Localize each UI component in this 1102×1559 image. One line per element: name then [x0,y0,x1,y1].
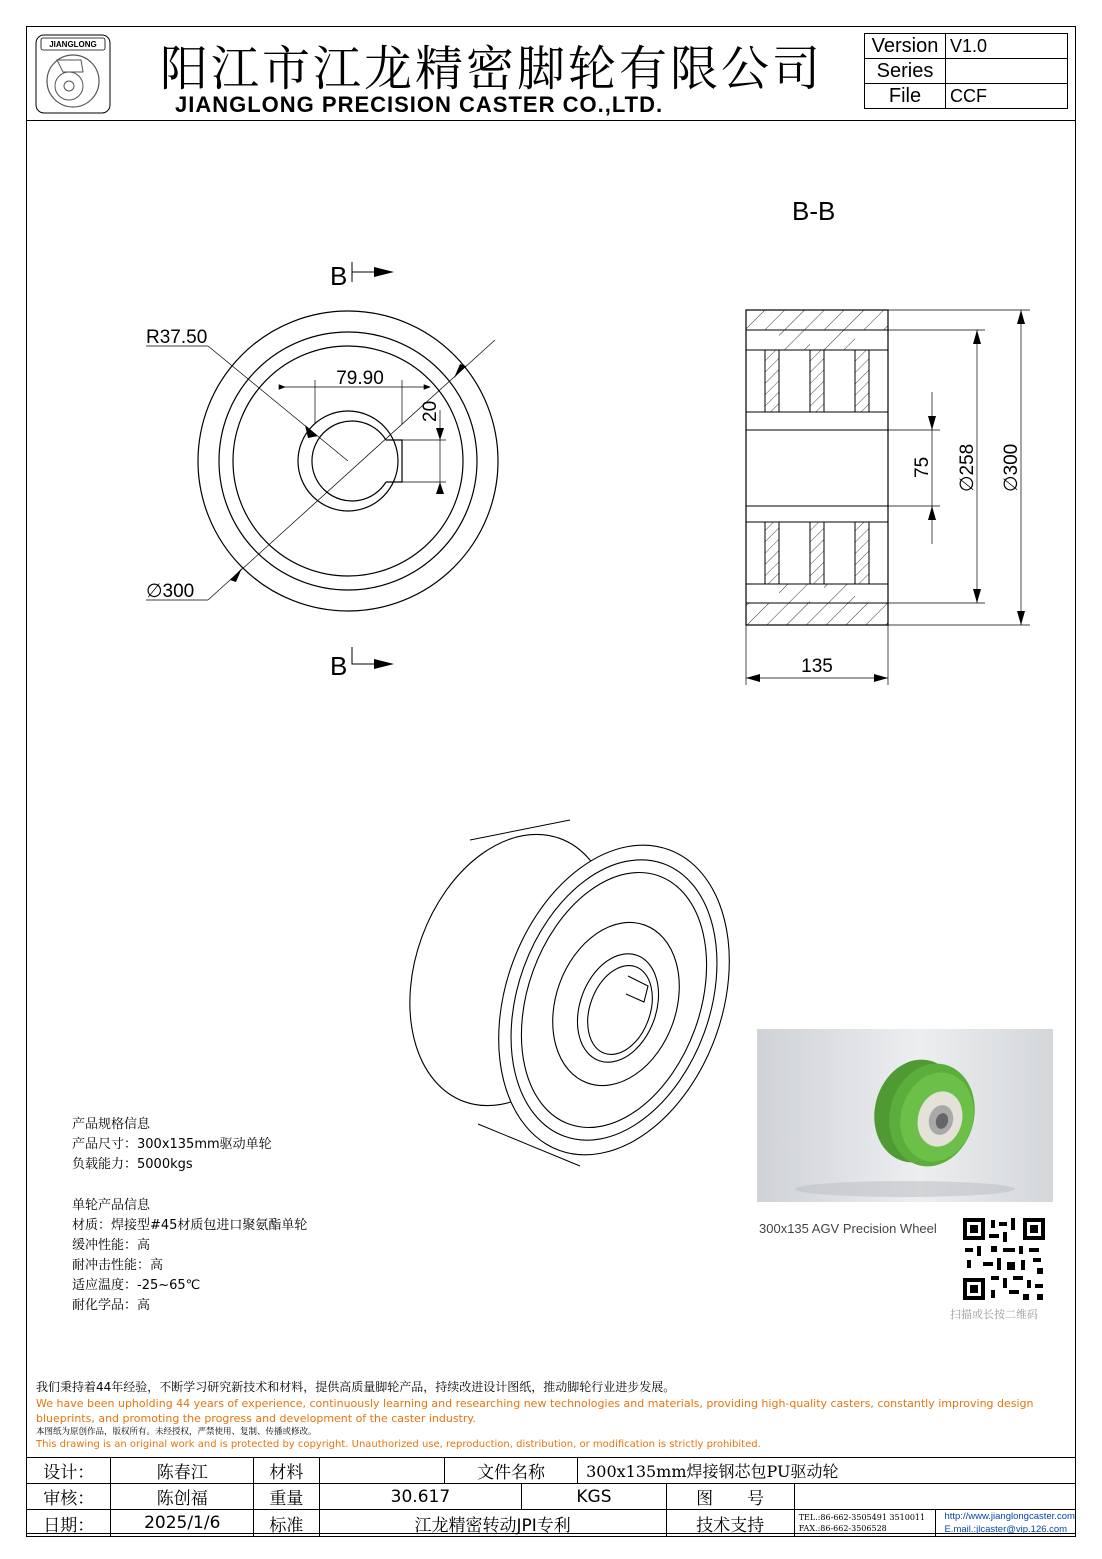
copyright-en: This drawing is an original work and is protected by copyright. Unauthorized use, reproduction, distribution, or modification is strictly prohibited. [36,1439,761,1450]
series-label: Series [865,59,946,84]
support-label: 技术支持 [666,1510,794,1537]
standard-value: 江龙精密转动JPI专利 [319,1510,666,1537]
revision-table [864,33,1068,109]
reviewer: 陈创福 [111,1484,254,1510]
core-dimension: ∅258 [957,443,978,492]
fax: FAX.:86-662-3506528 [798,1524,887,1533]
outer-dimension: ∅300 [1001,443,1022,492]
date-label: 日期： [27,1510,111,1537]
review-label: 审核： [27,1484,111,1510]
design-label: 设计： [27,1458,111,1484]
outer-diameter-dimension: ∅300 [146,581,195,602]
width-dimension: 135 [801,656,833,677]
radius-dimension: R37.50 [146,327,208,348]
bore-dimension: 79.90 [336,368,384,389]
spec-line: 负载能力：5000kgs [72,1157,193,1172]
spec-group-1-title: 产品规格信息 [72,1117,151,1132]
copyright-cn: 本图纸为原创作品，版权所有。未经授权，严禁使用、复制、传播或修改。 [36,1427,317,1437]
title-block [26,1457,1076,1537]
company-logo [35,34,111,114]
spec-line: 适应温度：-25~65℃ [72,1278,201,1293]
drawing-no-value [794,1484,1075,1510]
spec-group-1 [72,1115,272,1175]
qr-hint: 扫描或长按二维码 [950,1308,1038,1321]
statement-en: We have been upholding 44 years of experience, continuously learning and researching new technologies and materials, providing high-quality casters, constantly improving design blueprints, and promoting the progress and development of the caster industry. [36,1397,1034,1425]
spec-line: 产品尺寸：300x135mm驱动单轮 [72,1137,272,1152]
contact-phone [794,1510,936,1537]
file-value: CCF [946,84,1068,109]
section-mark-top: B [330,261,348,291]
section-view [735,300,1045,690]
file-label: File [865,84,946,109]
website-link[interactable]: http://www.jianglongcaster.com [944,1511,1075,1522]
logo-text: JIANGLONG [49,40,97,49]
version-value: V1.0 [946,34,1068,59]
isometric-view [400,800,740,1170]
spec-group-2 [72,1196,307,1316]
spec-line: 缓冲性能：高 [72,1238,151,1253]
product-caption[interactable]: 300x135 AGV Precision Wheel [759,1221,937,1236]
email-link[interactable]: E.mail.:jlcaster@vip.126.com [944,1524,1068,1535]
key-dimension: 20 [420,400,441,422]
section-mark-bottom: B [330,651,348,681]
weight-label: 重量 [254,1484,320,1510]
company-name-en: JIANGLONG PRECISION CASTER CO.,LTD. [175,92,664,117]
statement-cn: 我们秉持着44年经验，不断学习研究新技术和材料，提供高质量脚轮产品，持续改进设计图纸，推动脚轮行业进步发展。 [36,1380,676,1394]
drawing-no-label: 图 号 [666,1484,794,1510]
weight-value: 30.617 [319,1484,522,1510]
version-label: Version [865,34,946,59]
section-title: B-B [792,196,836,226]
tel: TEL.:86-662-3505491 3510011 [798,1513,926,1522]
spec-line: 耐化学品：高 [72,1298,151,1313]
hub-dimension: 75 [912,456,933,478]
front-view [130,250,530,690]
material-label: 材料 [254,1458,320,1484]
spec-group-2-title: 单轮产品信息 [72,1198,151,1213]
series-value [946,59,1068,84]
weight-unit: KGS [522,1484,666,1510]
standard-label: 标准 [254,1510,320,1537]
header-divider [26,120,1076,121]
contact-web[interactable] [936,1510,1076,1537]
spec-line: 耐冲击性能：高 [72,1258,164,1273]
designer: 陈春江 [111,1458,254,1484]
product-photo [757,1029,1053,1202]
date-value: 2025/1/6 [111,1510,254,1537]
spec-line: 材质：焊接型#45材质包进口聚氨酯单轮 [72,1218,308,1233]
filename-value: 300x135mm焊接钢芯包PU驱动轮 [578,1458,1076,1484]
filename-label: 文件名称 [445,1458,578,1484]
company-name-cn: 阳江市江龙精密脚轮有限公司 [160,41,824,97]
material-value [319,1458,444,1484]
qr-code-icon[interactable] [963,1218,1045,1300]
